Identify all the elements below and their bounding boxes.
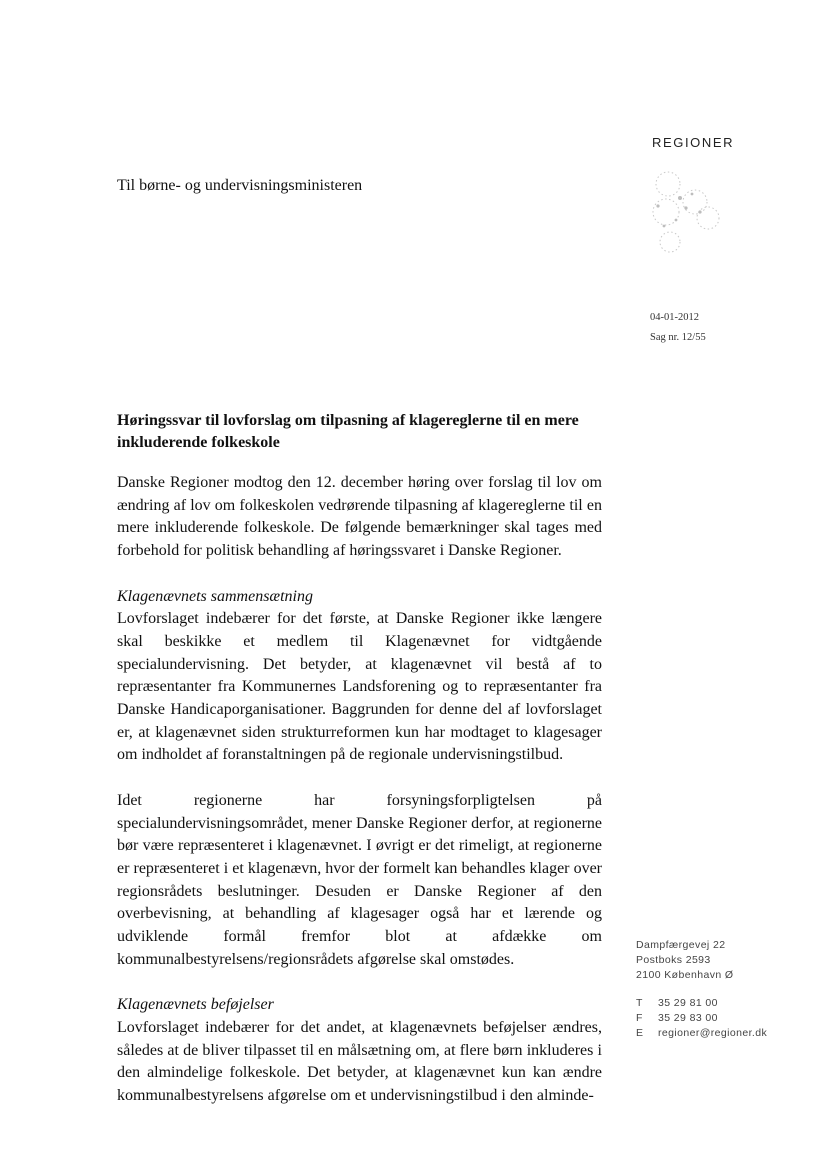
- sender-contact-block: [636, 938, 767, 1041]
- email-label: E: [636, 1027, 644, 1039]
- phone-line: [636, 996, 767, 1011]
- regioner-dot-logo-icon: [640, 160, 730, 260]
- representation-paragraph: Idet regionerne har forsyningsforpligtelsen på specialundervisningsområdet, mener Danske Regioner derfor, at regionerne bør være repræsenteret i klagenævnet. I øvrigt er det rimeligt, at regionerne er repræsenteret i et klagenævn, hvor der formelt kan behandles klager over regionsrådets beslutninger. Desuden er Danske Regioner af den overbevisning, at behandling af klagesager også har et lærende og udviklende formål fremfor blot at afdække om kommunalbestyrelsens/regionsrådets afgørelse skal omstødes.: [117, 791, 602, 968]
- organization-logo-text: REGIONER: [652, 135, 735, 150]
- addressee: Til børne- og undervisningsministeren: [117, 177, 363, 194]
- po-box: Postboks 2593: [636, 954, 711, 966]
- case-number: Sag nr. 12/55: [650, 332, 706, 343]
- section-heading-powers: Klagenævnets beføjelser: [117, 996, 274, 1014]
- phone-label: T: [636, 997, 643, 1009]
- letter-date: 04-01-2012: [650, 312, 699, 323]
- street-address: Dampfærgevej 22: [636, 939, 726, 951]
- letter-title: Høringssvar til lovforslag om tilpasning af klagereglerne til en mere inkluderende folkeskole: [117, 412, 579, 451]
- intro-paragraph: Danske Regioner modtog den 12. december høring over forslag til lov om ændring af lov om folkeskolen vedrørende tilpasning af klagereglerne til en mere inkluderende folkeskole. De følgende bemærkninger skal tages med forbehold for politisk behandling af høringssvaret i Danske Regioner.: [117, 474, 602, 560]
- letter-meta: [650, 308, 706, 348]
- email-address: regioner@regioner.dk: [658, 1027, 768, 1039]
- fax-line: [636, 1011, 767, 1026]
- phone-number: 35 29 81 00: [658, 997, 718, 1009]
- powers-paragraph: Lovforslaget indebærer for det andet, at klagenævnets beføjelser ændres, således at de bliver tilpasset til en målsætning om, at flere børn inkluderes i den almindelige folkeskole. Det betyder, at klagenævnet kun kan ændre kommunalbestyrelsens afgørelse om et undervisningstilbud i den alminde-: [117, 1018, 602, 1104]
- section-heading-composition: Klagenævnets sammensætning: [117, 587, 313, 605]
- composition-paragraph: Lovforslaget indebærer for det første, at Danske Regioner ikke længere skal beskikke et medlem til Klagenævnet for vidtgående specialundervisning. Det betyder, at klagenævnet vil bestå af to repræsentanter fra Kommunernes Landsforening og to repræsentanter fra Danske Handicaporganisationer. Baggrunden for denne del af lovforslaget er, at klagenævnet siden strukturreformen kun har modtaget to klagesager om indholdet af foranstaltningen på de regionale undervisningstilbud.: [117, 610, 602, 764]
- letter-body: [117, 472, 602, 1108]
- fax-number: 35 29 83 00: [658, 1012, 718, 1024]
- fax-label: F: [636, 1012, 643, 1024]
- postal-city: 2100 København Ø: [636, 969, 734, 981]
- email-line: [636, 1026, 767, 1041]
